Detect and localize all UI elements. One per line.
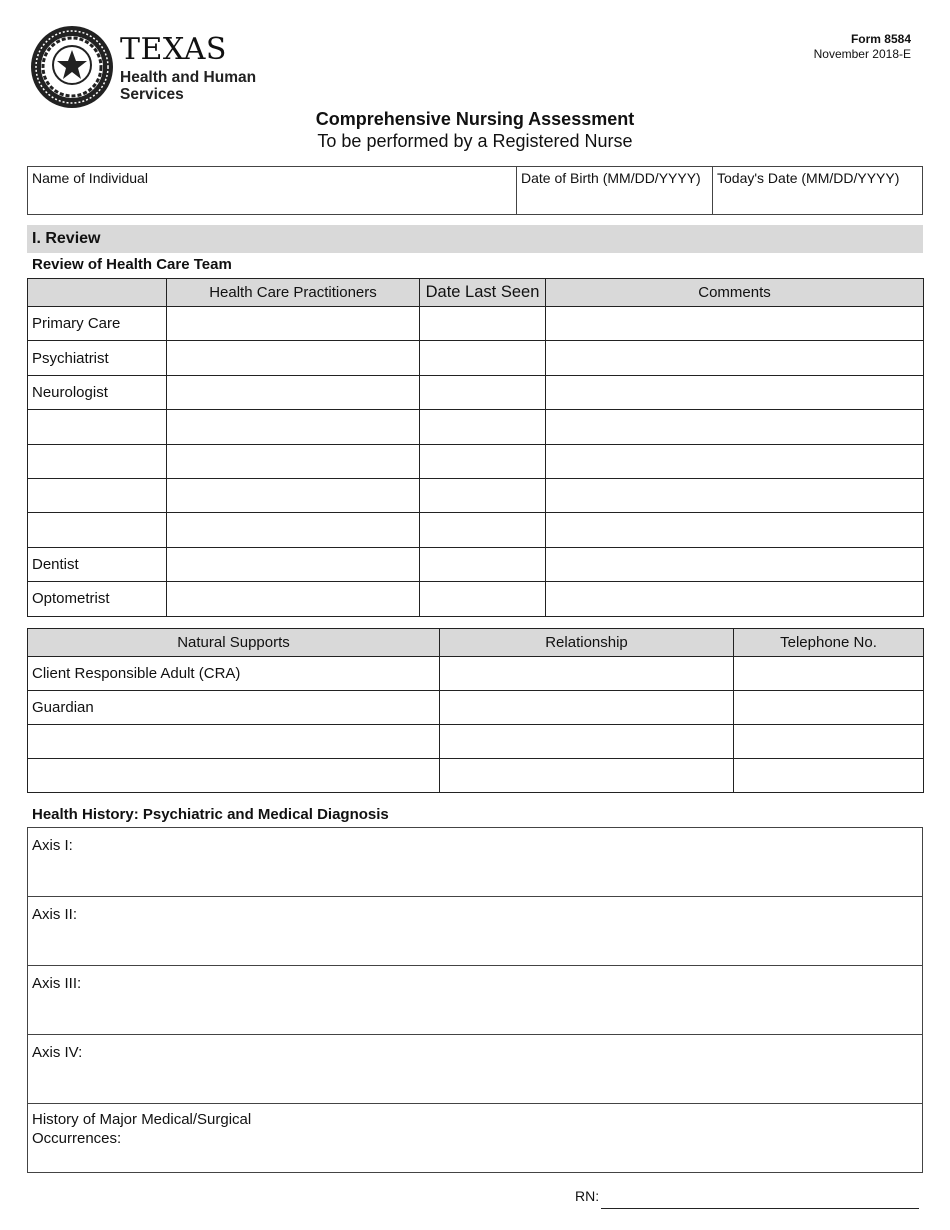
team-role-cell[interactable] — [28, 410, 167, 444]
title-block — [0, 108, 950, 152]
natural-support-cell[interactable] — [28, 759, 440, 793]
telephone-cell[interactable] — [734, 759, 924, 793]
team-role-cell: Dentist — [28, 547, 167, 581]
support-table-row — [28, 657, 924, 691]
date-last-seen-cell[interactable] — [420, 478, 546, 512]
date-last-seen-cell[interactable] — [420, 582, 546, 616]
form-date: November 2018-E — [813, 47, 911, 61]
relationship-cell[interactable] — [440, 759, 734, 793]
team-role-cell: Neurologist — [28, 375, 167, 409]
comments-cell[interactable] — [546, 341, 924, 375]
diagnosis-section — [27, 827, 923, 1173]
date-last-seen-cell[interactable] — [420, 547, 546, 581]
date-last-seen-cell[interactable] — [420, 513, 546, 547]
rn-signature-line[interactable] — [601, 1208, 919, 1209]
form-number: Form 8584 — [850, 32, 911, 46]
team-table-row — [28, 547, 924, 581]
date-last-seen-cell[interactable] — [420, 410, 546, 444]
axis-3-label: Axis III: — [32, 975, 82, 992]
team-role-cell: Psychiatrist — [28, 341, 167, 375]
comments-cell[interactable] — [546, 410, 924, 444]
team-role-cell[interactable] — [28, 513, 167, 547]
support-table-row — [28, 691, 924, 725]
team-table-row — [28, 307, 924, 341]
comments-cell[interactable] — [546, 444, 924, 478]
relationship-cell[interactable] — [440, 657, 734, 691]
page-subtitle: To be performed by a Registered Nurse — [317, 131, 633, 151]
support-header-row — [28, 629, 924, 657]
axis-3-field[interactable] — [28, 966, 922, 1035]
team-role-cell: Primary Care — [28, 307, 167, 341]
natural-support-cell[interactable] — [28, 725, 440, 759]
practitioner-name-cell[interactable] — [167, 547, 420, 581]
practitioner-name-cell[interactable] — [167, 582, 420, 616]
team-table-row — [28, 444, 924, 478]
axis-1-label: Axis I: — [32, 837, 73, 854]
telephone-cell[interactable] — [734, 725, 924, 759]
support-table-row — [28, 759, 924, 793]
medical-history-field[interactable] — [28, 1104, 922, 1172]
date-last-seen-cell[interactable] — [420, 444, 546, 478]
comments-cell[interactable] — [546, 478, 924, 512]
axis-4-field[interactable] — [28, 1035, 922, 1104]
axis-2-field[interactable] — [28, 897, 922, 966]
team-table-row — [28, 375, 924, 409]
medical-history-label-line1: History of Major Medical/Surgical — [32, 1111, 252, 1128]
comments-cell[interactable] — [546, 375, 924, 409]
identity-row — [27, 166, 923, 215]
team-col-practitioners: Health Care Practitioners — [167, 279, 420, 307]
comments-cell[interactable] — [546, 513, 924, 547]
axis-4-label: Axis IV: — [32, 1044, 83, 1061]
team-table-row — [28, 410, 924, 444]
form-id-block — [814, 32, 911, 62]
name-of-individual-label: Name of Individual — [32, 170, 148, 186]
team-header-row — [28, 279, 924, 307]
telephone-cell[interactable] — [734, 691, 924, 725]
page-title: Comprehensive Nursing Assessment — [315, 109, 635, 129]
natural-support-cell: Guardian — [28, 691, 440, 725]
comments-cell[interactable] — [546, 582, 924, 616]
date-of-birth-field[interactable] — [517, 167, 713, 214]
axis-2-label: Axis II: — [32, 906, 78, 923]
natural-support-cell: Client Responsible Adult (CRA) — [28, 657, 440, 691]
team-table-row — [28, 341, 924, 375]
support-col-telephone: Telephone No. — [734, 629, 924, 657]
team-role-cell[interactable] — [28, 444, 167, 478]
axis-1-field[interactable] — [28, 828, 922, 897]
team-table-row — [28, 478, 924, 512]
logo-agency-line2: Services — [120, 86, 184, 103]
practitioner-name-cell[interactable] — [167, 444, 420, 478]
health-history-heading: Health History: Psychiatric and Medical Diagnosis — [32, 806, 389, 823]
team-col-date-last-seen: Date Last Seen — [420, 279, 546, 307]
team-table-row — [28, 513, 924, 547]
team-role-cell[interactable] — [28, 478, 167, 512]
practitioner-name-cell[interactable] — [167, 375, 420, 409]
relationship-cell[interactable] — [440, 725, 734, 759]
practitioner-name-cell[interactable] — [167, 307, 420, 341]
team-role-cell: Optometrist — [28, 582, 167, 616]
team-table-row — [28, 582, 924, 616]
todays-date-field[interactable] — [713, 167, 922, 214]
hhs-logo — [30, 25, 260, 111]
team-col-comments: Comments — [546, 279, 924, 307]
name-of-individual-field[interactable] — [28, 167, 517, 214]
natural-supports-table — [27, 628, 924, 793]
section-heading-review: I. Review — [27, 225, 923, 253]
support-table-row — [28, 725, 924, 759]
support-col-relationship: Relationship — [440, 629, 734, 657]
practitioner-name-cell[interactable] — [167, 410, 420, 444]
texas-seal-icon — [30, 25, 114, 109]
comments-cell[interactable] — [546, 547, 924, 581]
comments-cell[interactable] — [546, 307, 924, 341]
support-col-natural-supports: Natural Supports — [28, 629, 440, 657]
team-col-role — [28, 279, 167, 307]
practitioner-name-cell[interactable] — [167, 513, 420, 547]
date-last-seen-cell[interactable] — [420, 375, 546, 409]
medical-history-label-line2: Occurrences: — [32, 1130, 122, 1147]
todays-date-label: Today's Date (MM/DD/YYYY) — [717, 170, 900, 186]
team-heading: Review of Health Care Team — [32, 256, 232, 273]
health-care-team-table — [27, 278, 924, 617]
logo-state-text: TEXAS — [120, 32, 227, 67]
date-last-seen-cell[interactable] — [420, 341, 546, 375]
rn-label: RN: — [575, 1188, 600, 1204]
telephone-cell[interactable] — [734, 657, 924, 691]
date-last-seen-cell[interactable] — [420, 307, 546, 341]
practitioner-name-cell[interactable] — [167, 341, 420, 375]
relationship-cell[interactable] — [440, 691, 734, 725]
practitioner-name-cell[interactable] — [167, 478, 420, 512]
logo-agency-line1: Health and Human — [120, 69, 257, 86]
date-of-birth-label: Date of Birth (MM/DD/YYYY) — [521, 170, 701, 186]
